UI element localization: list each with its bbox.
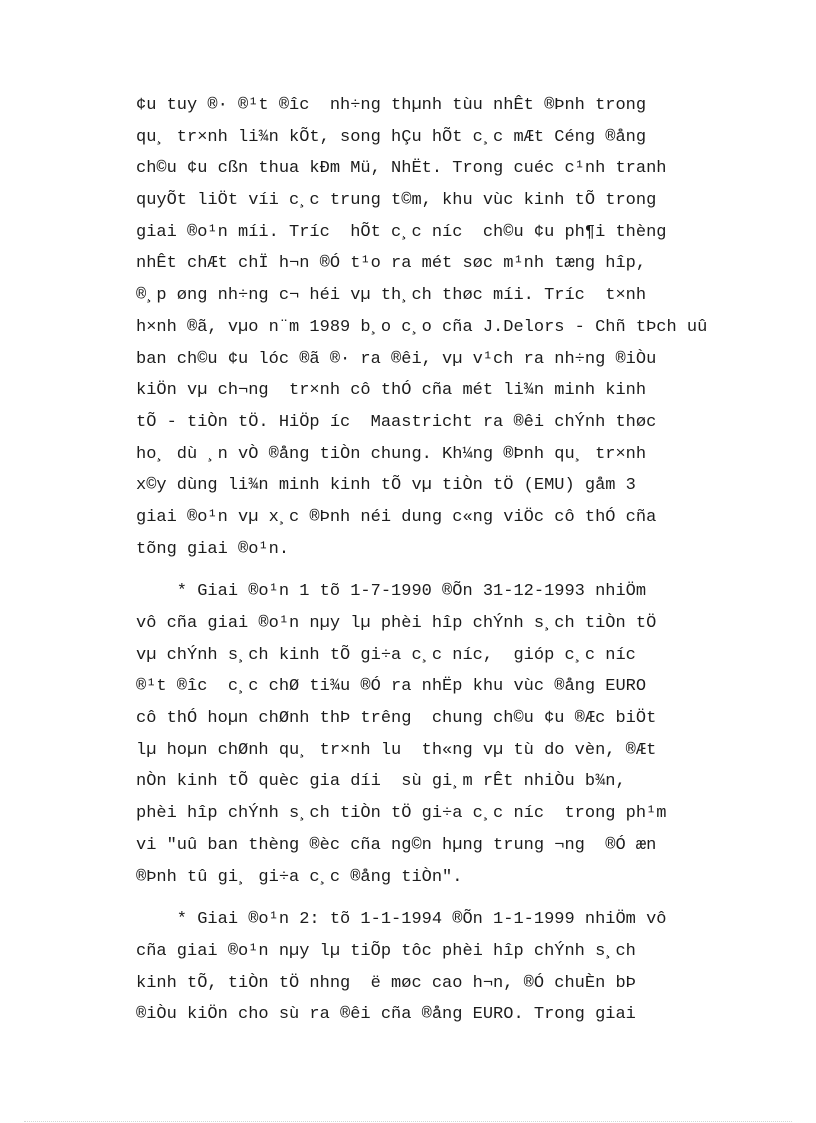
text-line: phèi hîp chÝnh s¸ch tiÒn tÖ gi÷a c¸c níc trong ph¹m xyxy=(136,804,667,824)
text-line: cô thÓ hoµn chØnh thÞ trêng chung ch©u ¢u ®Æc biÖt xyxy=(136,709,657,729)
page-bottom-divider xyxy=(24,1121,792,1122)
text-line: qu¸ tr×nh li¾n kÕt, song hÇu hÕt c¸c mÆt Céng ®ång xyxy=(136,127,647,147)
text-line: * Giai ®o¹n 2: tõ 1-1-1994 ®Õn 1-1-1999 nhiÖm vô xyxy=(136,910,667,930)
text-line: x©y dùng li¾n minh kinh tÕ vµ tiÒn tÖ (EMU) gåm 3 xyxy=(136,476,636,496)
text-line: ho¸ dù ¸n vÒ ®ång tiÒn chung. Kh¼ng ®Þnh qu¸ tr×nh xyxy=(136,444,647,464)
text-line: ®¸p øng nh÷ng c¬ héi vµ th¸ch thøc míi. Tríc t×nh xyxy=(136,286,647,306)
text-line: ch©u ¢u cßn thua kÐm Mü, NhËt. Trong cuéc c¹nh tranh xyxy=(136,159,667,179)
text-line: giai ®o¹n vµ x¸c ®Þnh néi dung c«ng viÖc cô thÓ cña xyxy=(136,507,657,527)
text-line: ®iÒu kiÖn cho sù ra ®êi cña ®ång EURO. Trong giai xyxy=(136,1005,636,1025)
text-line: vi "uû ban thèng ®èc cña ng©n hµng trung ¬ng ®Ó æn xyxy=(136,835,657,855)
text-line: cña giai ®o¹n nµy lµ tiÕp tôc phèi hîp chÝnh s¸ch xyxy=(136,941,636,961)
text-line: h×nh ®ã, vµo n¨m 1989 b¸o c¸o cña J.Delors - Chñ tÞch uû xyxy=(136,317,708,337)
paragraph-stage-2 xyxy=(136,904,768,1031)
paragraph-emu-overview xyxy=(136,90,768,565)
text-line: vµ chÝnh s¸ch kinh tÕ gi÷a c¸c níc, gióp c¸c níc xyxy=(136,645,636,665)
paragraph-spacing xyxy=(136,565,768,576)
text-line: tÕ - tiÒn tÖ. HiÖp íc Maastricht ra ®êi chÝnh thøc xyxy=(136,412,657,432)
text-line: lµ hoµn chØnh qu¸ tr×nh lu th«ng vµ tù do vèn, ®Æt xyxy=(136,740,657,760)
text-line: ®¹t ®îc c¸c chØ ti¾u ®Ó ra nhËp khu vùc ®ång EURO xyxy=(136,677,647,697)
text-line: * Giai ®o¹n 1 tõ 1-7-1990 ®Õn 31-12-1993 nhiÖm xyxy=(136,582,647,602)
text-line: kiÖn vµ ch¬ng tr×nh cô thÓ cña mét li¾n minh kinh xyxy=(136,381,647,401)
paragraph-spacing xyxy=(136,893,768,904)
text-line: ¢u tuy ®· ®¹t ®îc nh÷ng thµnh tùu nhÊt ®Þnh trong xyxy=(136,96,647,115)
text-line: ban ch©u ¢u lóc ®ã ®· ra ®êi, vµ v¹ch ra nh÷ng ®iÒu xyxy=(136,349,657,369)
text-line: vô cña giai ®o¹n nµy lµ phèi hîp chÝnh s¸ch tiÒn tÖ xyxy=(136,614,657,633)
text-line: giai ®o¹n míi. Tríc hÕt c¸c níc ch©u ¢u ph¶i thèng xyxy=(136,222,667,242)
text-line: nhÊt chÆt chÏ h¬n ®Ó t¹o ra mét søc m¹nh tæng hîp, xyxy=(136,254,647,274)
text-line: tõng giai ®o¹n. xyxy=(136,539,290,559)
text-line: kinh tÕ, tiÒn tÖ nhng ë møc cao h¬n, ®Ó chuÈn bÞ xyxy=(136,973,636,993)
text-line: nÒn kinh tÕ quèc gia díi sù gi¸m rÊt nhiÒu b¾n, xyxy=(136,772,626,792)
text-line: ®Þnh tû gi¸ gi÷a c¸c ®ång tiÒn". xyxy=(136,867,463,887)
paragraph-stage-1 xyxy=(136,576,768,893)
text-line: quyÕt liÖt víi c¸c trung t©m, khu vùc kinh tÕ trong xyxy=(136,191,657,211)
document-body xyxy=(136,90,768,1031)
